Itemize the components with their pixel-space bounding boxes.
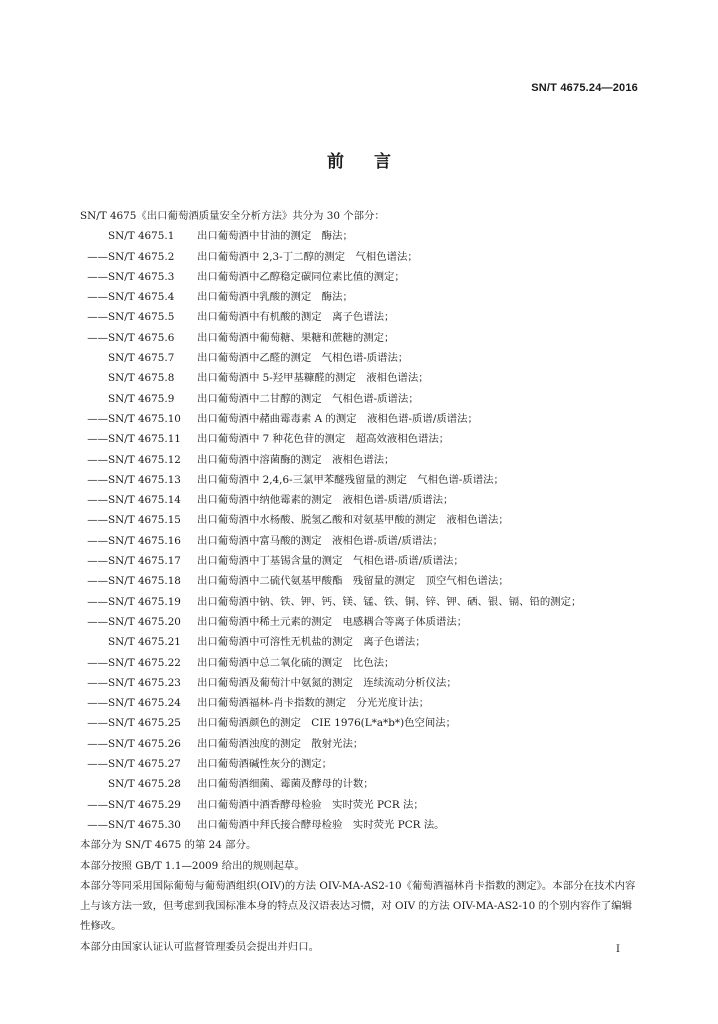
part-name: 出口葡萄酒中 2,3-丁二醇的测定 气相色谱法； (197, 250, 418, 263)
part-prefix: —— (87, 758, 108, 771)
part-prefix: —— (87, 412, 108, 425)
part-prefix: —— (87, 494, 108, 507)
part-item (80, 348, 640, 368)
parts-list (80, 226, 640, 835)
part-code: SN/T 4675.30 (108, 818, 181, 831)
part-code: SN/T 4675.10 (108, 412, 181, 425)
part-item (80, 612, 640, 632)
part-prefix: —— (87, 291, 108, 304)
part-prefix: —— (87, 473, 108, 486)
part-item (80, 815, 640, 835)
part-name: 出口葡萄酒中钠、铁、钾、钙、镁、锰、铁、铜、锌、钾、硒、银、镉、铅的测定； (197, 595, 582, 608)
paragraph-proposer: 本部分由国家认证认可监督管理委员会提出并归口。 (80, 940, 319, 953)
part-prefix: —— (87, 250, 108, 263)
part-item (80, 510, 640, 530)
part-name: 出口葡萄酒中二硫代氨基甲酸酯 残留量的测定 顶空气相色谱法； (197, 575, 509, 588)
part-name: 出口葡萄酒中可溶性无机盐的测定 离子色谱法； (197, 636, 426, 649)
part-prefix (80, 226, 108, 246)
part-item (80, 713, 640, 733)
part-item (80, 571, 640, 591)
part-name: 出口葡萄酒中乳酸的测定 酶法； (197, 291, 353, 304)
part-name: 出口葡萄酒中甘油的测定 酶法； (197, 230, 353, 243)
part-prefix: —— (87, 717, 108, 730)
part-code: SN/T 4675.2 (108, 250, 175, 263)
page-title: 前言 (327, 152, 421, 172)
part-name: 出口葡萄酒中溶菌酶的测定 液相色谱法； (197, 453, 395, 466)
part-name: 出口葡萄酒中赭曲霉毒素 A 的测定 液相色谱-质谱/质谱法； (197, 412, 478, 425)
part-code: SN/T 4675.23 (108, 676, 181, 689)
part-name: 出口葡萄酒中拜氏接合酵母检验 实时荧光 PCR 法。 (197, 818, 445, 831)
part-code: SN/T 4675.12 (108, 453, 181, 466)
part-name: 出口葡萄酒中葡萄糖、果糖和蔗糖的测定； (197, 331, 395, 344)
part-item (80, 368, 640, 388)
part-item (80, 673, 640, 693)
part-code: SN/T 4675.15 (108, 514, 181, 527)
part-code: SN/T 4675.18 (108, 575, 181, 588)
part-code: SN/T 4675.28 (108, 778, 181, 791)
part-prefix: —— (87, 331, 108, 344)
part-code: SN/T 4675.5 (108, 311, 175, 324)
part-prefix: —— (87, 615, 108, 628)
part-code: SN/T 4675.20 (108, 615, 181, 628)
part-item (80, 490, 640, 510)
part-prefix: —— (87, 818, 108, 831)
part-prefix: —— (87, 270, 108, 283)
part-name: 出口葡萄酒中水杨酸、脱氢乙酸和对氨基甲酸的测定 液相色谱法； (197, 514, 509, 527)
part-name: 出口葡萄酒碱性灰分的测定； (197, 758, 333, 771)
part-item (80, 328, 640, 348)
paragraph-drafting-rules: 本部分按照 GB/T 1.1—2009 给出的规则起草。 (80, 859, 305, 872)
part-name: 出口葡萄酒福林-肖卡指数的测定 分光光度计法； (197, 697, 430, 710)
part-code: SN/T 4675.11 (108, 433, 181, 446)
part-item (80, 754, 640, 774)
part-prefix: —— (87, 311, 108, 324)
part-prefix (80, 368, 108, 388)
part-code: SN/T 4675.6 (108, 331, 175, 344)
part-item (80, 734, 640, 754)
part-code: SN/T 4675.4 (108, 291, 175, 304)
part-name: 出口葡萄酒及葡萄汁中氨氮的测定 连续流动分析仪法； (197, 676, 457, 689)
part-item (80, 226, 640, 246)
part-prefix: —— (87, 433, 108, 446)
part-name: 出口葡萄酒浊度的测定 散射光法； (197, 737, 364, 750)
part-name: 出口葡萄酒中稀土元素的测定 电感耦合等离子体质谱法； (197, 615, 468, 628)
part-code: SN/T 4675.16 (108, 534, 181, 547)
part-name: 出口葡萄酒中纳他霉素的测定 液相色谱-质谱/质谱法； (197, 494, 454, 507)
page-number: I (616, 944, 620, 955)
part-item (80, 409, 640, 429)
part-prefix (80, 348, 108, 368)
part-item (80, 450, 640, 470)
part-code: SN/T 4675.17 (108, 555, 181, 568)
part-item (80, 267, 640, 287)
part-name: 出口葡萄酒中富马酸的测定 液相色谱-质谱/质谱法； (197, 534, 443, 547)
part-prefix: —— (87, 656, 108, 669)
part-item (80, 592, 640, 612)
part-code: SN/T 4675.3 (108, 270, 175, 283)
part-code: SN/T 4675.24 (108, 697, 181, 710)
part-prefix (80, 774, 108, 794)
part-item (80, 389, 640, 409)
part-prefix: —— (87, 798, 108, 811)
part-name: 出口葡萄酒中 7 种花色苷的测定 超高效液相色谱法； (197, 433, 450, 446)
part-name: 出口葡萄酒中丁基锡含量的测定 气相色谱-质谱/质谱法； (197, 555, 464, 568)
part-code: SN/T 4675.25 (108, 717, 181, 730)
part-name: 出口葡萄酒细菌、霉菌及酵母的计数； (197, 778, 374, 791)
part-item (80, 470, 640, 490)
part-code: SN/T 4675.8 (108, 372, 175, 385)
part-item (80, 287, 640, 307)
part-prefix: —— (87, 676, 108, 689)
part-code: SN/T 4675.29 (108, 798, 181, 811)
part-code: SN/T 4675.21 (108, 636, 181, 649)
part-item (80, 795, 640, 815)
part-name: 出口葡萄酒颜色的测定 CIE 1976(L*a*b*)色空间法； (197, 717, 457, 730)
part-name: 出口葡萄酒中 2,4,6-三氯甲苯醚残留量的测定 气相色谱-质谱法； (197, 473, 504, 486)
part-code: SN/T 4675.9 (108, 392, 175, 405)
part-prefix: —— (87, 697, 108, 710)
part-name: 出口葡萄酒中总二氧化硫的测定 比色法； (197, 656, 395, 669)
part-prefix: —— (87, 555, 108, 568)
part-prefix: —— (87, 453, 108, 466)
part-code: SN/T 4675.22 (108, 656, 181, 669)
part-code: SN/T 4675.13 (108, 473, 181, 486)
part-name: 出口葡萄酒中有机酸的测定 离子色谱法； (197, 311, 395, 324)
part-item (80, 531, 640, 551)
part-code: SN/T 4675.26 (108, 737, 181, 750)
paragraph-part-number: 本部分为 SN/T 4675 的第 24 部分。 (80, 839, 257, 852)
part-code: SN/T 4675.27 (108, 758, 181, 771)
part-name: 出口葡萄酒中乙醇稳定碳同位素比值的测定； (197, 270, 405, 283)
part-code: SN/T 4675.19 (108, 595, 181, 608)
part-item (80, 693, 640, 713)
part-prefix: —— (87, 534, 108, 547)
part-name: 出口葡萄酒中 5-羟甲基糠醛的测定 液相色谱法； (197, 372, 429, 385)
part-prefix: —— (87, 514, 108, 527)
part-name: 出口葡萄酒中酒香酵母检验 实时荧光 PCR 法； (197, 798, 424, 811)
part-prefix: —— (87, 737, 108, 750)
intro-line: SN/T 4675《出口葡萄酒质量安全分析方法》共分为 30 个部分： (80, 210, 385, 222)
part-item (80, 429, 640, 449)
part-code: SN/T 4675.14 (108, 494, 181, 507)
standard-code: SN/T 4675.24—2016 (531, 82, 638, 94)
part-name: 出口葡萄酒中二甘醇的测定 气相色谱-质谱法； (197, 392, 419, 405)
part-code: SN/T 4675.7 (108, 352, 175, 365)
part-item (80, 551, 640, 571)
part-item (80, 247, 640, 267)
part-item (80, 774, 640, 794)
paragraph-adoption: 本部分等同采用国际葡萄与葡萄酒组织(OIV)的方法 OIV-MA-AS2-10《葡萄酒福林肖卡指数的测定》。本部分在技术内容上与该方法一致，但考虑到我国标准本身的特点及汉语表达习惯，对 OIV 的方法 OIV-MA-AS2-10 的个别内容作了编辑性修改。 (80, 879, 636, 933)
part-name: 出口葡萄酒中乙醛的测定 气相色谱-质谱法； (197, 352, 409, 365)
part-item (80, 653, 640, 673)
document-body (80, 206, 640, 957)
part-prefix (80, 389, 108, 409)
part-code: SN/T 4675.1 (108, 230, 175, 243)
part-item (80, 307, 640, 327)
part-prefix: —— (87, 575, 108, 588)
part-prefix: —— (87, 595, 108, 608)
part-prefix (80, 632, 108, 652)
part-item (80, 632, 640, 652)
